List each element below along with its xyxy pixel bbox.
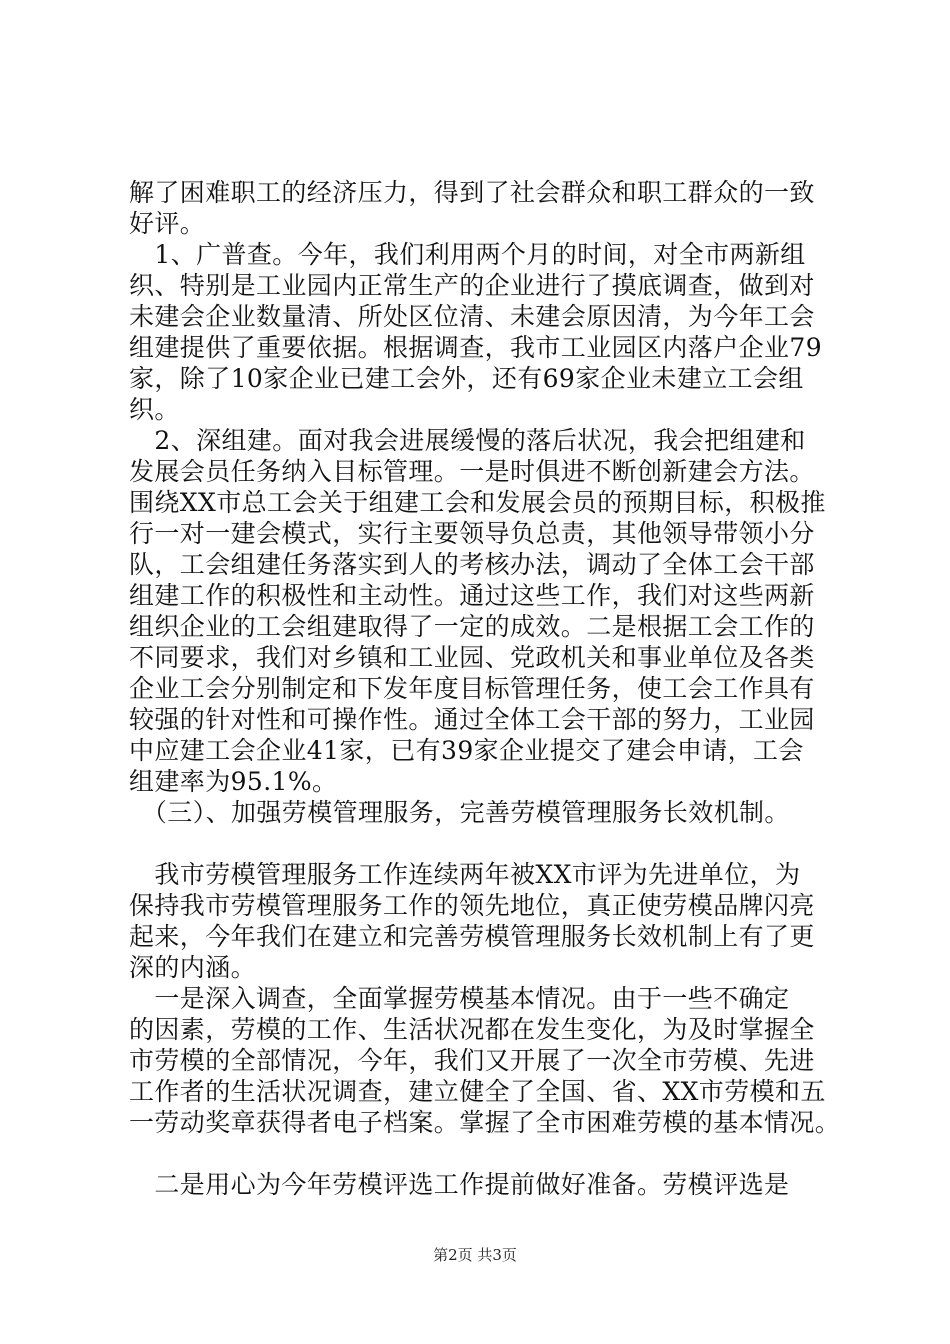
paragraph-line: 行一对一建会模式，实行主要领导负总责，其他领导带领小分 xyxy=(129,519,815,548)
page-number-footer: 第2页 共3页 xyxy=(433,1246,517,1264)
paragraph-line: 一是深入调查，全面掌握劳模基本情况。由于一些不确定 xyxy=(129,984,790,1013)
paragraph-line: 织。 xyxy=(129,395,180,424)
paragraph-line: 企业工会分别制定和下发年度目标管理任务，使工会工作具有 xyxy=(129,674,815,703)
paragraph-line: 我市劳模管理服务工作连续两年被XX市评为先进单位，为 xyxy=(129,860,801,889)
paragraph-line: 家，除了10家企业已建工会外，还有69家企业未建立工会组 xyxy=(129,364,804,393)
paragraph-line: 市劳模的全部情况，今年，我们又开展了一次全市劳模、先进 xyxy=(129,1046,815,1075)
paragraph-line: 的因素，劳模的工作、生活状况都在发生变化，为及时掌握全 xyxy=(129,1015,815,1044)
paragraph-line: 不同要求，我们对乡镇和工业园、党政机关和事业单位及各类 xyxy=(129,643,815,672)
paragraph-line: 发展会员任务纳入目标管理。一是时俱进不断创新建会方法。 xyxy=(129,457,815,486)
paragraph-line: 好评。 xyxy=(129,209,206,238)
paragraph-line: 保持我市劳模管理服务工作的领先地位，真正使劳模品牌闪亮 xyxy=(129,891,815,920)
paragraph-line: 起来，今年我们在建立和完善劳模管理服务长效机制上有了更 xyxy=(129,922,815,951)
paragraph-line: 2、深组建。面对我会进展缓慢的落后状况，我会把组建和 xyxy=(129,426,806,455)
paragraph-line: 中应建工会企业41家，已有39家企业提交了建会申请，工会 xyxy=(129,736,804,765)
paragraph-line: 工作者的生活状况调查，建立健全了全国、省、XX市劳模和五 xyxy=(129,1077,826,1106)
paragraph-line: 解了困难职工的经济压力，得到了社会群众和职工群众的一致 xyxy=(129,178,815,207)
paragraph-line: 未建会企业数量清、所处区位清、未建会原因清，为今年工会 xyxy=(129,302,815,331)
paragraph-line: 织、特别是工业园内正常生产的企业进行了摸底调查，做到对 xyxy=(129,271,815,300)
paragraph-line: 队，工会组建任务落实到人的考核办法，调动了全体工会干部 xyxy=(129,550,815,579)
section-heading: （三）、加强劳模管理服务，完善劳模管理服务长效机制。 xyxy=(129,798,790,827)
paragraph-line: 组建提供了重要依据。根据调查，我市工业园区内落户企业79 xyxy=(129,333,823,362)
paragraph-line: 组建率为95.1%。 xyxy=(129,767,338,796)
paragraph-line: 深的内涵。 xyxy=(129,953,257,982)
paragraph-line: 一劳动奖章获得者电子档案。掌握了全市困难劳模的基本情况。 xyxy=(129,1108,841,1137)
paragraph-line: 组织企业的工会组建取得了一定的成效。二是根据工会工作的 xyxy=(129,612,815,641)
paragraph-line: 组建工作的积极性和主动性。通过这些工作，我们对这些两新 xyxy=(129,581,815,610)
paragraph-line: 较强的针对性和可操作性。通过全体工会干部的努力，工业园 xyxy=(129,705,815,734)
paragraph-line: 围绕XX市总工会关于组建工会和发展会员的预期目标，积极推 xyxy=(129,488,826,517)
paragraph-line: 二是用心为今年劳模评选工作提前做好准备。劳模评选是 xyxy=(129,1170,790,1199)
paragraph-line: 1、广普查。今年，我们利用两个月的时间，对全市两新组 xyxy=(129,240,806,269)
